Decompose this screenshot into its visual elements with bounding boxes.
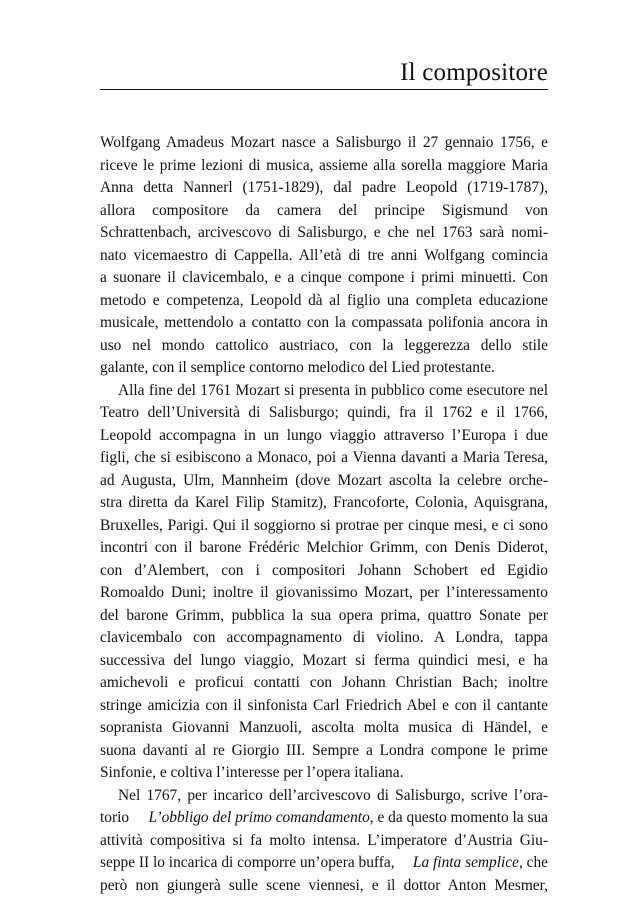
text-segment: torio (100, 807, 129, 830)
text-line-with-italic-title (100, 807, 548, 830)
text-line: ad Augusta, Ulm, Mannheim (dove Mozart ascolta la celebre orche- (100, 470, 548, 493)
text-line: Sinfonie, e coltiva l’interesse per l’opera italiana. (100, 762, 548, 785)
text-line: Wolfgang Amadeus Mozart nasce a Salisburgo il 27 gennaio 1756, e (100, 132, 548, 155)
text-line: figli, che si esibiscono a Monaco, poi a Vienna davanti a Maria Teresa, (100, 447, 548, 470)
paragraph-2 (100, 380, 548, 785)
text-line: a suonare il clavicembalo, e a cinque compone i primi minuetti. Con (100, 267, 548, 290)
text-line: però non giungerà sulle scene viennesi, e il dottor Anton Mesmer, (100, 875, 548, 897)
text-line: galante, con il semplice contorno melodico del Lied protestante. (100, 357, 548, 380)
text-line: sopranista Giovanni Manzuoli, ascolta molta musica di Händel, e (100, 717, 548, 740)
text-line: Anna detta Nannerl (1751-1829), dal padre Leopold (1719-1787), (100, 177, 548, 200)
text-line: Leopold accompagna in un lungo viaggio attraverso l’Europa i due (100, 425, 548, 448)
text-line: musicale, mettendolo a contatto con la compassata polifonia ancora in (100, 312, 548, 335)
text-line-with-italic-title (100, 852, 548, 875)
text-line: uso nel mondo cattolico austriaco, con la leggerezza dello stile (100, 335, 548, 358)
text-segment: seppe II lo incarica di comporre un’opera buffa, (100, 852, 395, 875)
text-line: riceve le prime lezioni di musica, assieme alla sorella maggiore Maria (100, 155, 548, 178)
text-line: stringe amicizia con il sinfonista Carl Friedrich Abel e con il cantante (100, 695, 548, 718)
header-rule (100, 89, 548, 90)
text-line: Bruxelles, Parigi. Qui il soggiorno si protrae per cinque mesi, e ci sono (100, 515, 548, 538)
body-text (100, 132, 548, 897)
text-line: nato vicemaestro di Cappella. All’età di tre anni Wolfgang comincia (100, 245, 548, 268)
text-line: Teatro dell’Università di Salisburgo; quindi, fra il 1762 e il 1766, (100, 402, 548, 425)
text-segment: , che (519, 854, 548, 871)
text-line: del barone Grimm, pubblica la sua opera prima, quattro Sonate per (100, 605, 548, 628)
italic-text: L’obbligo del primo comandamento (148, 809, 369, 826)
text-segment: , e da questo momento la sua (370, 809, 548, 826)
italic-text: La finta semplice (413, 854, 519, 871)
running-head (100, 58, 548, 90)
work-title-italic (148, 807, 548, 830)
chapter-title: Il compositore (400, 58, 548, 88)
paragraph-3 (100, 785, 548, 897)
paragraph-1 (100, 132, 548, 380)
text-line: metodo e competenza, Leopold dà al figlio una completa educazione (100, 290, 548, 313)
text-line: incontri con il barone Frédéric Melchior Grimm, con Denis Diderot, (100, 537, 548, 560)
text-line: stra diretta da Karel Filip Stamitz), Francoforte, Colonia, Aquisgrana, (100, 492, 548, 515)
work-title-italic (413, 852, 548, 875)
text-line: Alla fine del 1761 Mozart si presenta in pubblico come esecutore nel (100, 380, 548, 403)
text-line: clavicembalo con accompagnamento di violino. A Londra, tappa (100, 627, 548, 650)
text-line: amichevoli e proficui contatti con Johann Christian Bach; inoltre (100, 672, 548, 695)
text-line: Romoaldo Duni; inoltre il giovanissimo Mozart, per l’interessamento (100, 582, 548, 605)
text-line: suona davanti al re Giorgio III. Sempre a Londra compone le prime (100, 740, 548, 763)
text-line: allora compositore da camera del principe Sigismund von (100, 200, 548, 223)
text-line: con d’Alembert, con i compositori Johann Schobert ed Egidio (100, 560, 548, 583)
text-line: Nel 1767, per incarico dell’arcivescovo di Salisburgo, scrive l’ora- (100, 785, 548, 808)
text-line: attività compositiva si fa molto intensa. L’imperatore d’Austria Giu- (100, 830, 548, 853)
text-line: successiva del lungo viaggio, Mozart si ferma quindici mesi, e ha (100, 650, 548, 673)
text-line: Schrattenbach, arcivescovo di Salisburgo, e che nel 1763 sarà nomi- (100, 222, 548, 245)
